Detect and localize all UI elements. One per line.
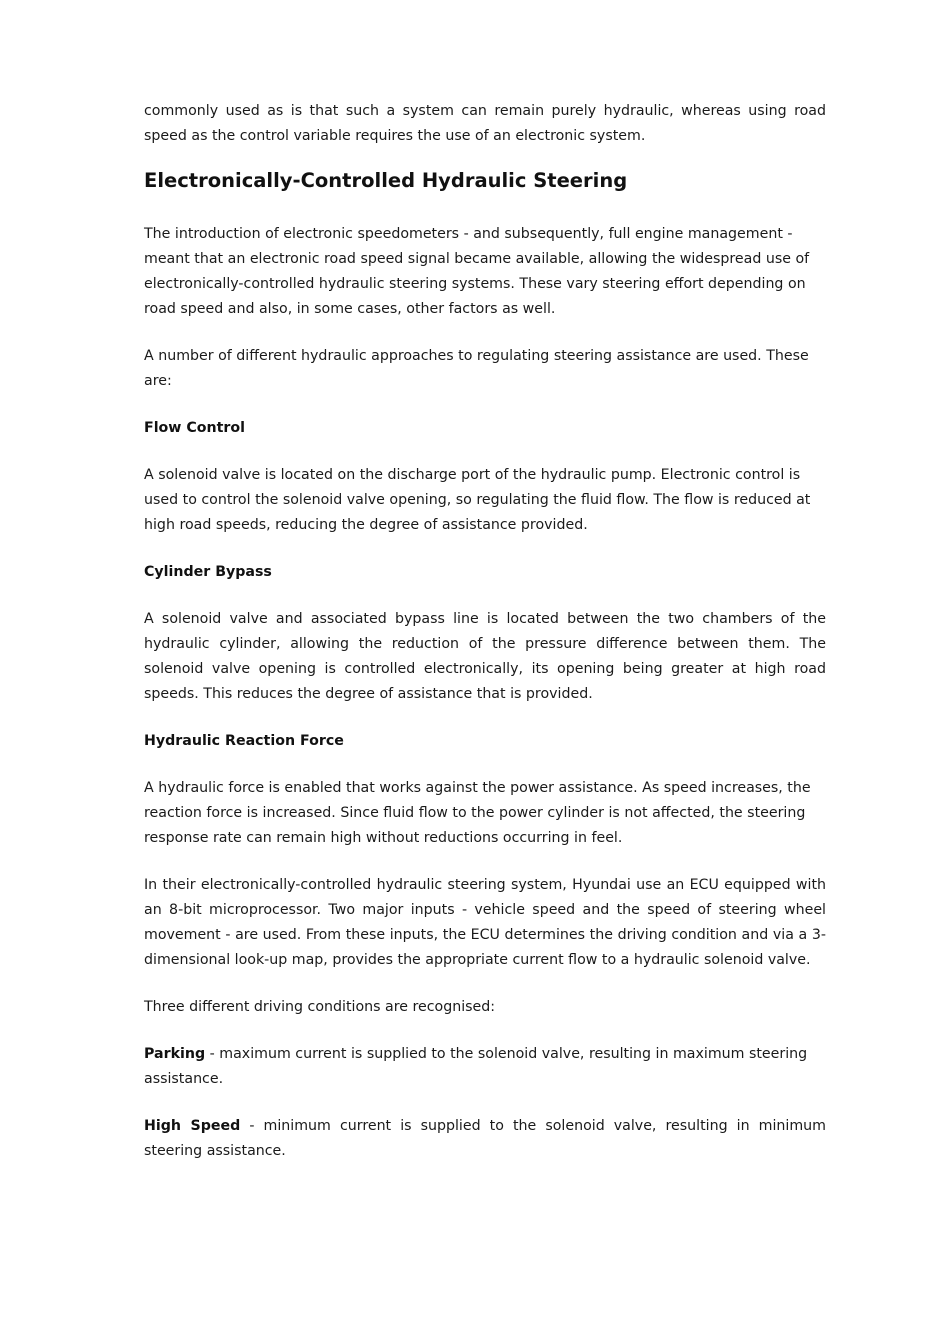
condition-high-speed [144, 1114, 826, 1164]
cylinder-bypass-heading: Cylinder Bypass [144, 564, 272, 580]
flow-control-paragraph: A solenoid valve is located on the discharge port of the hydraulic pump. Electronic control is used to control the solenoid valve opening, so regulating the fluid flow. The flow is reduced at high road speeds, reducing the degree of assistance provided. [144, 467, 811, 533]
intro-paragraph: commonly used as is that such a system can remain purely hydraulic, whereas using road speed as the control variable requires the use of an electronic system. [144, 103, 826, 144]
section-paragraph-2: A number of different hydraulic approaches to regulating steering assistance are used. These are: [144, 348, 809, 389]
reaction-force-heading: Hydraulic Reaction Force [144, 733, 344, 749]
reaction-force-paragraph: A hydraulic force is enabled that works against the power assistance. As speed increases, the reaction force is increased. Since fluid flow to the power cylinder is not affected, the steering response rate can remain high without reductions occurring in feel. [144, 780, 811, 846]
section-paragraph-1: The introduction of electronic speedometers - and subsequently, full engine management - meant that an electronic road speed signal became available, allowing the widespread use of electronically-controlled hydraulic steering systems. These vary steering effort depending on road speed and also, in some cases, other factors as well. [144, 226, 810, 317]
hyundai-paragraph: In their electronically-controlled hydraulic steering system, Hyundai use an ECU equipped with an 8-bit microprocessor. Two major inputs - vehicle speed and the speed of steering wheel movement - are used. From these inputs, the ECU determines the driving condition and via a 3-dimensional look-up map, provides the appropriate current flow to a hydraulic solenoid valve. [144, 877, 826, 968]
section-heading: Electronically-Controlled Hydraulic Steering [144, 169, 628, 192]
document-page [144, 99, 826, 1164]
flow-control-heading: Flow Control [144, 420, 245, 436]
condition-description: - maximum current is supplied to the solenoid valve, resulting in maximum steering assistance. [144, 1046, 808, 1087]
cylinder-bypass-paragraph: A solenoid valve and associated bypass line is located between the two chambers of the hydraulic cylinder, allowing the reduction of the pressure difference between them. The solenoid valve opening is controlled electronically, its opening being greater at high road speeds. This reduces the degree of assistance that is provided. [144, 611, 826, 702]
condition-term: Parking [144, 1046, 206, 1062]
condition-description: - minimum current is supplied to the solenoid valve, resulting in minimum steering assistance. [144, 1118, 826, 1159]
condition-term: High Speed [144, 1118, 241, 1134]
conditions-intro: Three different driving conditions are recognised: [144, 999, 496, 1015]
condition-parking [144, 1042, 826, 1092]
